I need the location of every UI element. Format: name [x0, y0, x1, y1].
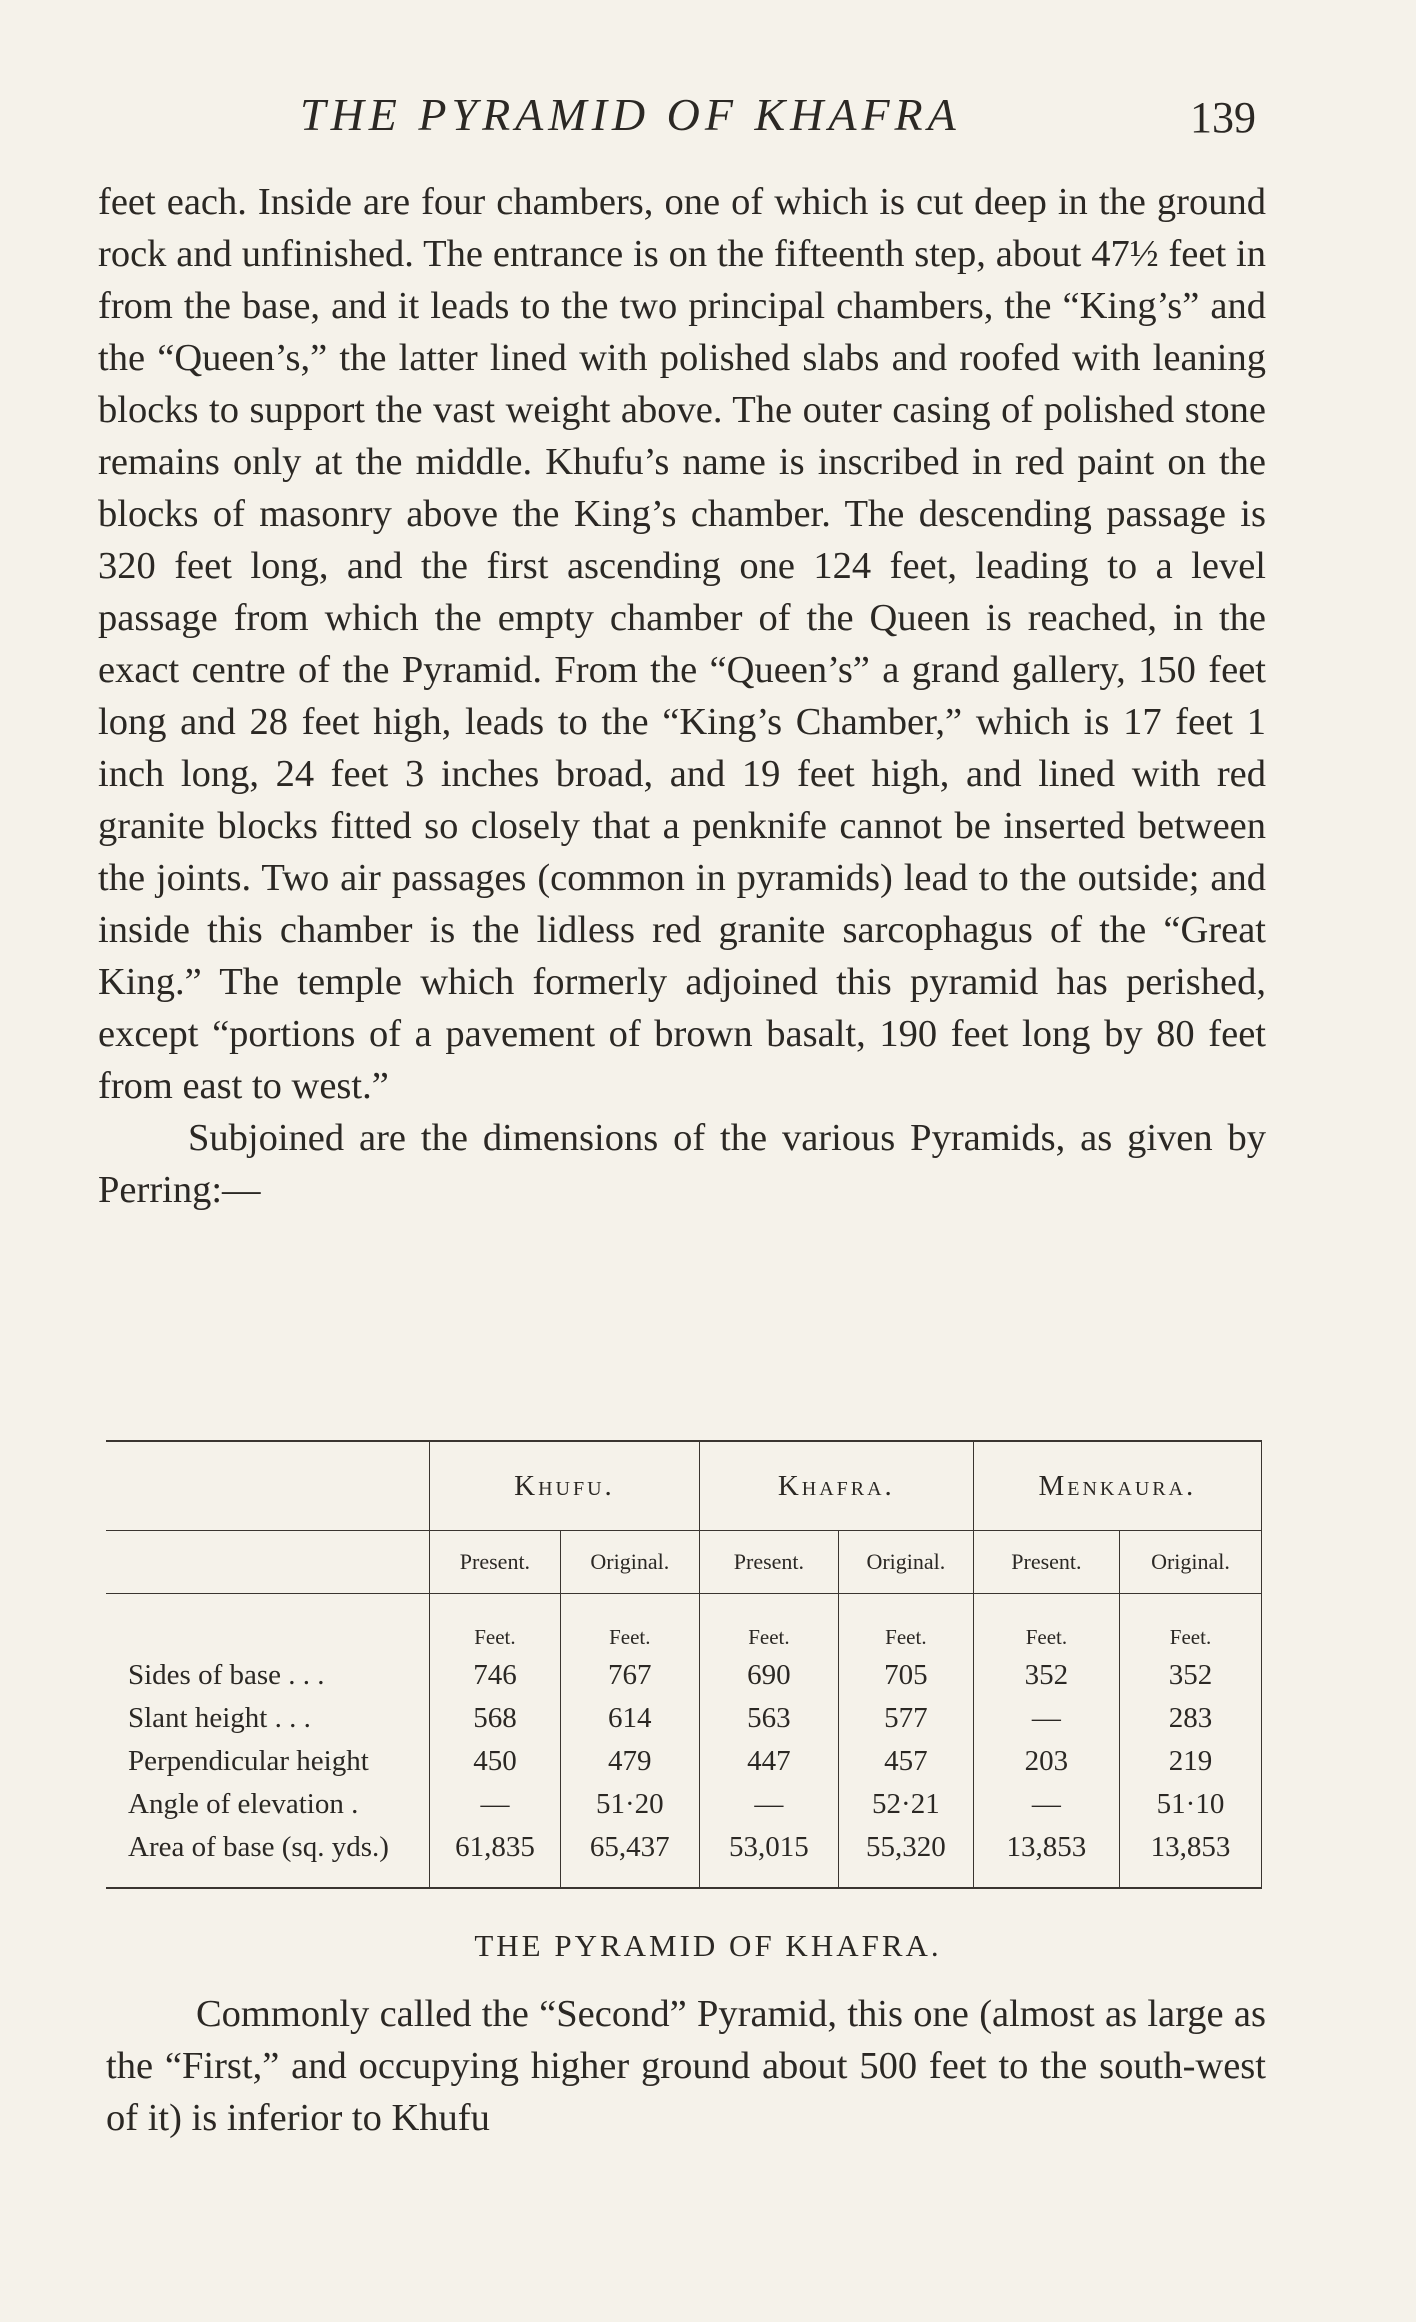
table-cell: 283 — [1120, 1697, 1262, 1740]
subheader-khafra-original: Original. — [838, 1531, 973, 1594]
group-header-khufu: Khufu. — [430, 1441, 700, 1531]
table-cell: — — [699, 1783, 838, 1826]
section-body-text — [106, 1988, 1266, 2144]
group-header-menkaura: Menkaura. — [973, 1441, 1261, 1531]
table-cell: 352 — [1120, 1654, 1262, 1697]
table-corner-cell — [106, 1441, 430, 1531]
table-group-header-row — [106, 1441, 1262, 1531]
subheader-menkaura-original: Original. — [1120, 1531, 1262, 1594]
table-cell: 55,320 — [838, 1826, 973, 1888]
table-cell: 53,015 — [699, 1826, 838, 1888]
table-cell: 457 — [838, 1740, 973, 1783]
table-cell: 51·10 — [1120, 1783, 1262, 1826]
pyramid-dimensions-table — [106, 1440, 1262, 1889]
paragraph-dimensions-intro: Subjoined are the dimensions of the various Pyramids, as given by Perring:— — [98, 1117, 1266, 1211]
table-cell: 479 — [560, 1740, 699, 1783]
table-cell: 219 — [1120, 1740, 1262, 1783]
table-cell: 51·20 — [560, 1783, 699, 1826]
unit-cell: Feet. — [430, 1594, 561, 1655]
table-cell: — — [973, 1697, 1119, 1740]
table-cell: 203 — [973, 1740, 1119, 1783]
table-cell: — — [973, 1783, 1119, 1826]
table-cell: 65,437 — [560, 1826, 699, 1888]
table-cell: 690 — [699, 1654, 838, 1697]
body-text — [98, 176, 1266, 1216]
unit-cell: Feet. — [1120, 1594, 1262, 1655]
table-label-header — [106, 1531, 430, 1594]
table-row — [106, 1783, 1262, 1826]
table-row — [106, 1697, 1262, 1740]
subheader-khufu-present: Present. — [430, 1531, 561, 1594]
table-row — [106, 1826, 1262, 1888]
table-cell: — — [430, 1783, 561, 1826]
unit-cell: Feet. — [838, 1594, 973, 1655]
subheader-menkaura-present: Present. — [973, 1531, 1119, 1594]
table-unit-row — [106, 1594, 1262, 1655]
unit-cell: Feet. — [699, 1594, 838, 1655]
table-cell: 705 — [838, 1654, 973, 1697]
table-cell: 52·21 — [838, 1783, 973, 1826]
row-label: Angle of elevation . — [128, 1788, 359, 1820]
table-cell: 352 — [973, 1654, 1119, 1697]
table-subheader-row — [106, 1531, 1262, 1594]
table-row — [106, 1654, 1262, 1697]
table-row — [106, 1740, 1262, 1783]
page-number: 139 — [1190, 93, 1256, 142]
table-cell: 577 — [838, 1697, 973, 1740]
table-cell: 13,853 — [1120, 1826, 1262, 1888]
table-cell: 13,853 — [973, 1826, 1119, 1888]
table-cell: 61,835 — [430, 1826, 561, 1888]
running-head — [0, 88, 1416, 148]
table-cell: 614 — [560, 1697, 699, 1740]
unit-cell: Feet. — [560, 1594, 699, 1655]
unit-cell: Feet. — [973, 1594, 1119, 1655]
row-label: Slant height . . . — [128, 1702, 311, 1734]
row-label: Perpendicular height — [128, 1745, 369, 1777]
subheader-khufu-original: Original. — [560, 1531, 699, 1594]
row-label: Area of base (sq. yds.) — [128, 1831, 389, 1863]
paragraph-continued: feet each. Inside are four chambers, one of which is cut deep in the ground rock and unfinished. The entrance is on the fifteenth step, about 47½ feet in from the base, and it leads to the two principal chambers, the “King’s” and the “Queen’s,” the latter lined with polished slabs and roofed with leaning blocks to support the vast weight above. The outer casing of polished stone remains only at the middle. Khufu’s name is inscribed in red paint on the blocks of masonry above the King’s chamber. The descending passage is 320 feet long, and the first ascending one 124 feet, leading to a level passage from which the empty chamber of the Queen is reached, in the exact centre of the Pyramid. From the “Queen’s” a grand gallery, 150 feet long and 28 feet high, leads to the “King’s Chamber,” which is 17 feet 1 inch long, 24 feet 3 inches broad, and 19 feet high, and lined with red granite blocks fitted so closely that a penknife cannot be inserted between the joints. Two air passages (common in pyramids) lead to the outside; and inside this chamber is the lidless red granite sarcophagus of the “Great King.” The temple which formerly adjoined this pyramid has perished, except “portions of a pavement of brown basalt, 190 feet long by 80 feet from east to west.” — [98, 181, 1266, 1107]
table-cell: 568 — [430, 1697, 561, 1740]
row-label: Sides of base . . . — [128, 1659, 325, 1691]
table-cell: 447 — [699, 1740, 838, 1783]
group-header-khafra: Khafra. — [699, 1441, 973, 1531]
unit-label-cell — [106, 1594, 430, 1655]
table-cell: 767 — [560, 1654, 699, 1697]
table-cell: 450 — [430, 1740, 561, 1783]
table-cell: 563 — [699, 1697, 838, 1740]
subheader-khafra-present: Present. — [699, 1531, 838, 1594]
table-cell: 746 — [430, 1654, 561, 1697]
running-title: THE PYRAMID OF KHAFRA — [300, 89, 961, 140]
section-heading: THE PYRAMID OF KHAFRA. — [474, 1928, 942, 1963]
paragraph-khafra: Commonly called the “Second” Pyramid, this one (almost as large as the “First,” and occupying higher ground about 500 feet to the south-west of it) is inferior to Khufu — [106, 1993, 1266, 2139]
